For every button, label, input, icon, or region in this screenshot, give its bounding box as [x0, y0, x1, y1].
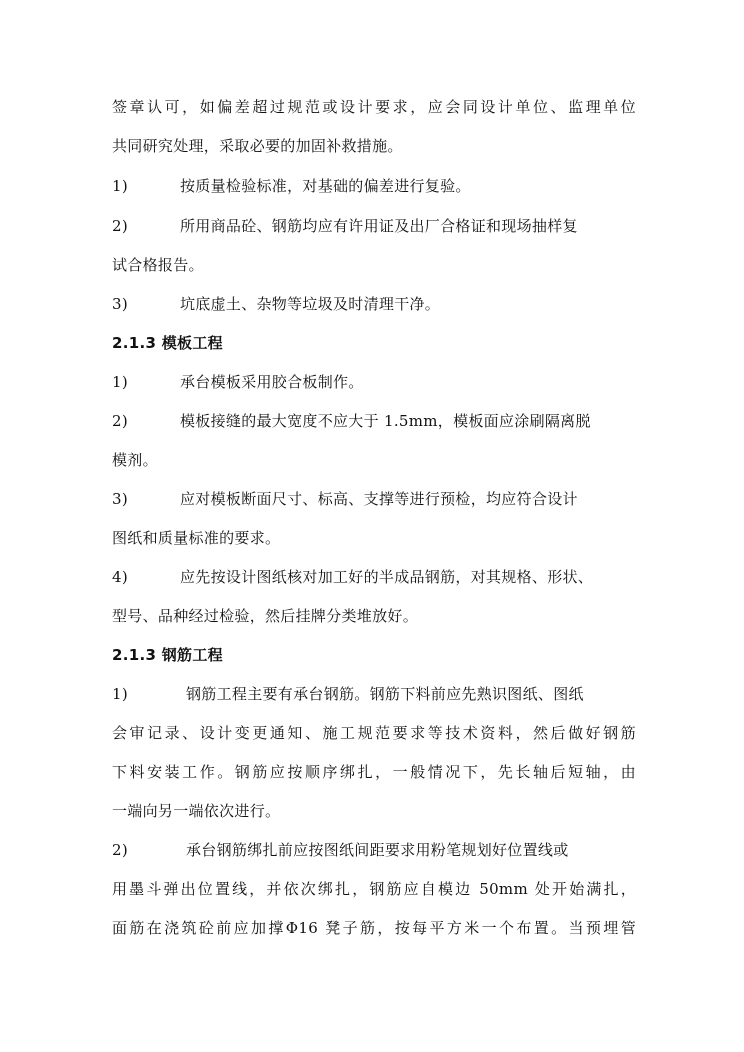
line-text: 应对模板断面尺寸、标高、支撑等进行预检，均应符合设计 — [180, 490, 578, 508]
list-item — [112, 840, 636, 860]
line-text: 图纸和质量标准的要求。 — [112, 529, 281, 547]
heading-text: 2.1.3 钢筋工程 — [112, 646, 223, 664]
line-text: 面筋在浇筑砼前应加撑Φ16 凳子筋，按每平方米一个布置。当预埋管 — [112, 919, 636, 937]
line-text: 会审记录、设计变更通知、施工规范要求等技术资料，然后做好钢筋 — [112, 724, 636, 742]
line-text: 共同研究处理，采取必要的加固补救措施。 — [112, 137, 403, 155]
paragraph-line — [112, 136, 636, 156]
list-item — [112, 294, 636, 314]
paragraph-line — [112, 606, 636, 626]
item-number: 1) — [112, 177, 128, 195]
line-text: 签章认可，如偏差超过规范或设计要求，应会同设计单位、监理单位 — [112, 98, 636, 116]
paragraph-line — [112, 918, 636, 938]
heading-text: 2.1.3 模板工程 — [112, 334, 223, 352]
line-text: 钢筋工程主要有承台钢筋。钢筋下料前应先熟识图纸、图纸 — [186, 685, 584, 703]
line-text: 坑底虚土、杂物等垃圾及时清理干净。 — [180, 295, 441, 313]
paragraph-line — [112, 723, 636, 743]
item-number: 1) — [112, 685, 128, 703]
line-text: 承台钢筋绑扎前应按图纸间距要求用粉笔规划好位置线或 — [186, 841, 569, 859]
paragraph-line — [112, 450, 636, 470]
line-text: 按质量检验标准，对基础的偏差进行复验。 — [180, 177, 471, 195]
paragraph-line — [112, 762, 636, 782]
line-text: 模板接缝的最大宽度不应大于 1.5mm，模板面应涂刷隔离脱 — [180, 412, 591, 430]
section-heading — [112, 333, 636, 353]
item-number: 1) — [112, 373, 128, 391]
item-number: 2) — [112, 217, 128, 235]
paragraph-line — [112, 801, 636, 821]
item-number: 3) — [112, 295, 128, 313]
line-text: 承台模板采用胶合板制作。 — [180, 373, 364, 391]
line-text: 应先按设计图纸核对加工好的半成品钢筋，对其规格、形状、 — [180, 568, 594, 586]
line-text: 所用商品砼、钢筋均应有许用证及出厂合格证和现场抽样复 — [180, 217, 578, 235]
item-number: 3) — [112, 490, 128, 508]
line-text: 用墨斗弹出位置线，并依次绑扎，钢筋应自模边 50mm 处开始满扎， — [112, 880, 636, 898]
list-item — [112, 411, 636, 431]
item-number: 4) — [112, 568, 128, 586]
list-item — [112, 567, 636, 587]
paragraph-line — [112, 97, 636, 117]
line-text: 一端向另一端依次进行。 — [112, 802, 281, 820]
paragraph-line — [112, 255, 636, 275]
line-text: 试合格报告。 — [112, 256, 204, 274]
line-text: 模剂。 — [112, 451, 158, 469]
section-heading — [112, 645, 636, 665]
list-item — [112, 684, 636, 704]
line-text: 型号、品种经过检验，然后挂牌分类堆放好。 — [112, 607, 419, 625]
list-item — [112, 216, 636, 236]
list-item — [112, 176, 636, 196]
paragraph-line — [112, 528, 636, 548]
item-number: 2) — [112, 412, 128, 430]
list-item — [112, 372, 636, 392]
line-text: 下料安装工作。钢筋应按顺序绑扎，一般情况下，先长轴后短轴，由 — [112, 763, 636, 781]
item-number: 2) — [112, 841, 128, 859]
paragraph-line — [112, 879, 636, 899]
list-item — [112, 489, 636, 509]
